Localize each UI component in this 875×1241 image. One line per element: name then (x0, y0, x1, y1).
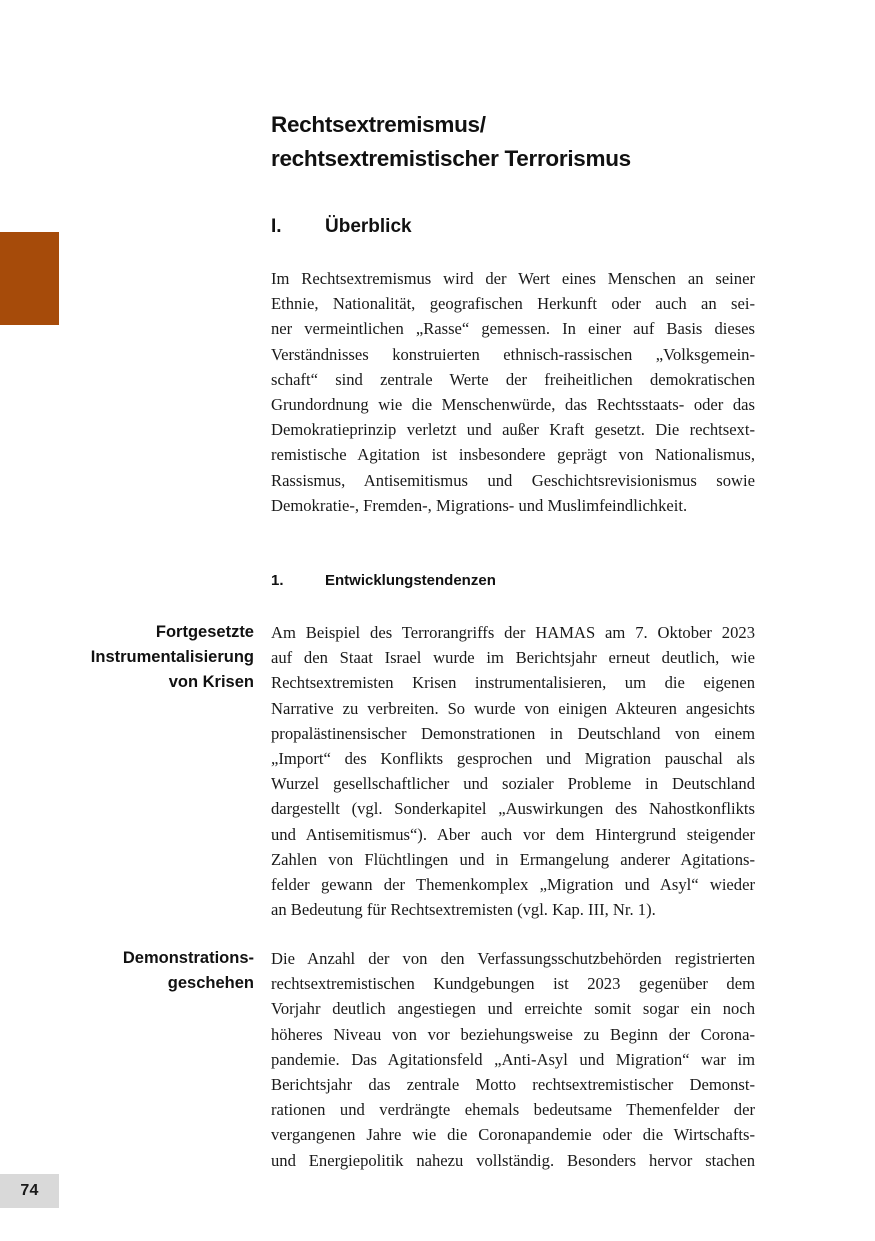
text-line: Narrative zu verbreiten. So wurde von einigen Akteuren angesichts (271, 698, 755, 718)
text-line: felder gewann der Themenkomplex „Migration und Asyl“ wieder (271, 875, 755, 895)
text-line: Ethnie, Nationalität, geografischen Herkunft oder auch an sei- (271, 294, 755, 314)
text-line: Demokratie-, Fremden-, Migrations- und Muslimfeindlichkeit. (271, 495, 688, 515)
text-line: propalästinensischer Demonstrationen in Deutschland von einem (271, 723, 755, 743)
text-line: ner vermeintlichen „Rasse“ gemessen. In einer auf Basis dieses (271, 319, 755, 339)
margin-note-line: Fortgesetzte (155, 623, 254, 641)
text-line: „Import“ des Konflikts gesprochen und Migration pauschal als (271, 749, 755, 769)
text-line: Die Anzahl der von den Verfassungsschutzbehörden registrierten (271, 949, 755, 968)
text-line: Vorjahr deutlich angestiegen und erreichte somit sogar ein noch (271, 999, 755, 1019)
margin-note-line: Instrumentalisierung (90, 648, 254, 667)
margin-note-line: Demonstrations- (122, 949, 254, 967)
text-line: Am Beispiel des Terrorangriffs der HAMAS am 7. Oktober 2023 (271, 623, 755, 642)
text-line: Demokratieprinzip verletzt und außer Kraft gesetzt. Die rechtsext- (271, 420, 755, 440)
text-line: Wurzel gesellschaftlicher und sozialer Probleme in Deutschland (271, 774, 755, 794)
title-line: rechtsextremistischer Terrorismus (271, 146, 631, 171)
subsection-title: Entwicklungstendenzen (325, 572, 496, 589)
text-line: vergangenen Jahre wie die Coronapandemie oder die Wirtschafts- (271, 1125, 755, 1145)
subsection-heading (271, 569, 751, 593)
text-line: rechtsextremistischen Kundgebungen ist 2023 gegenüber dem (271, 974, 755, 994)
margin-note-instrumentalisierung (54, 620, 254, 696)
text-line: Rechtsextremisten Krisen instrumentalisieren, um die eigenen (271, 673, 755, 693)
text-line: Im Rechtsextremismus wird der Wert eines Menschen an seiner (271, 269, 755, 288)
page-number: 74 (0, 1174, 59, 1208)
text-line: auf den Staat Israel wurde im Berichtsjahr erneut deutlich, wie (271, 648, 755, 668)
text-line: rationen und verdrängte ehemals bedeutsame Themenfelder der (271, 1100, 755, 1120)
section-heading (271, 213, 751, 241)
text-line: Zahlen von Flüchtlingen und in Ermangelung anderer Agitations- (271, 849, 755, 869)
text-line: höheres Niveau von vor beziehungsweise zu Beginn der Corona- (271, 1024, 755, 1044)
page-title (271, 108, 751, 176)
text-line: an Bedeutung für Rechtsextremisten (vgl. Kap. III, Nr. 1). (271, 900, 656, 920)
text-line: Verständnisses konstruierten ethnisch-rassischen „Volksgemein- (271, 344, 755, 364)
margin-note-line: geschehen (167, 974, 254, 993)
text-line: schaft“ sind zentrale Werte der freiheitlichen demokratischen (271, 369, 755, 389)
text-line: und Antisemitismus“). Aber auch vor dem Hintergrund steigender (271, 824, 755, 844)
section-number: I. (271, 216, 282, 237)
text-line: und Energiepolitik nahezu vollständig. Besonders hervor stachen (271, 1150, 755, 1170)
subsection-number: 1. (271, 572, 284, 589)
text-line: pandemie. Das Agitationsfeld „Anti-Asyl und Migration“ war im (271, 1049, 755, 1069)
section-title: Überblick (325, 216, 412, 237)
text-line: dargestellt (vgl. Sonderkapitel „Auswirkungen des Nahostkonflikts (271, 799, 755, 819)
text-line: remistische Agitation ist insbesondere geprägt von Nationalismus, (271, 445, 755, 465)
intro-paragraph (271, 266, 755, 518)
text-line: Rassismus, Antisemitismus und Geschichtsrevisionismus sowie (271, 470, 755, 490)
margin-note-line: von Krisen (168, 673, 254, 692)
paragraph-demonstrationsgeschehen (271, 946, 755, 1173)
chapter-tab-marker (0, 232, 59, 325)
paragraph-instrumentalisierung (271, 620, 755, 922)
text-line: Grundordnung wie die Menschenwürde, das Rechtsstaats- oder das (271, 395, 755, 415)
text-line: Berichtsjahr das zentrale Motto rechtsextremistischer Demonst- (271, 1075, 755, 1095)
margin-note-demonstrationsgeschehen (54, 946, 254, 996)
title-line: Rechtsextremismus/ (271, 112, 486, 137)
